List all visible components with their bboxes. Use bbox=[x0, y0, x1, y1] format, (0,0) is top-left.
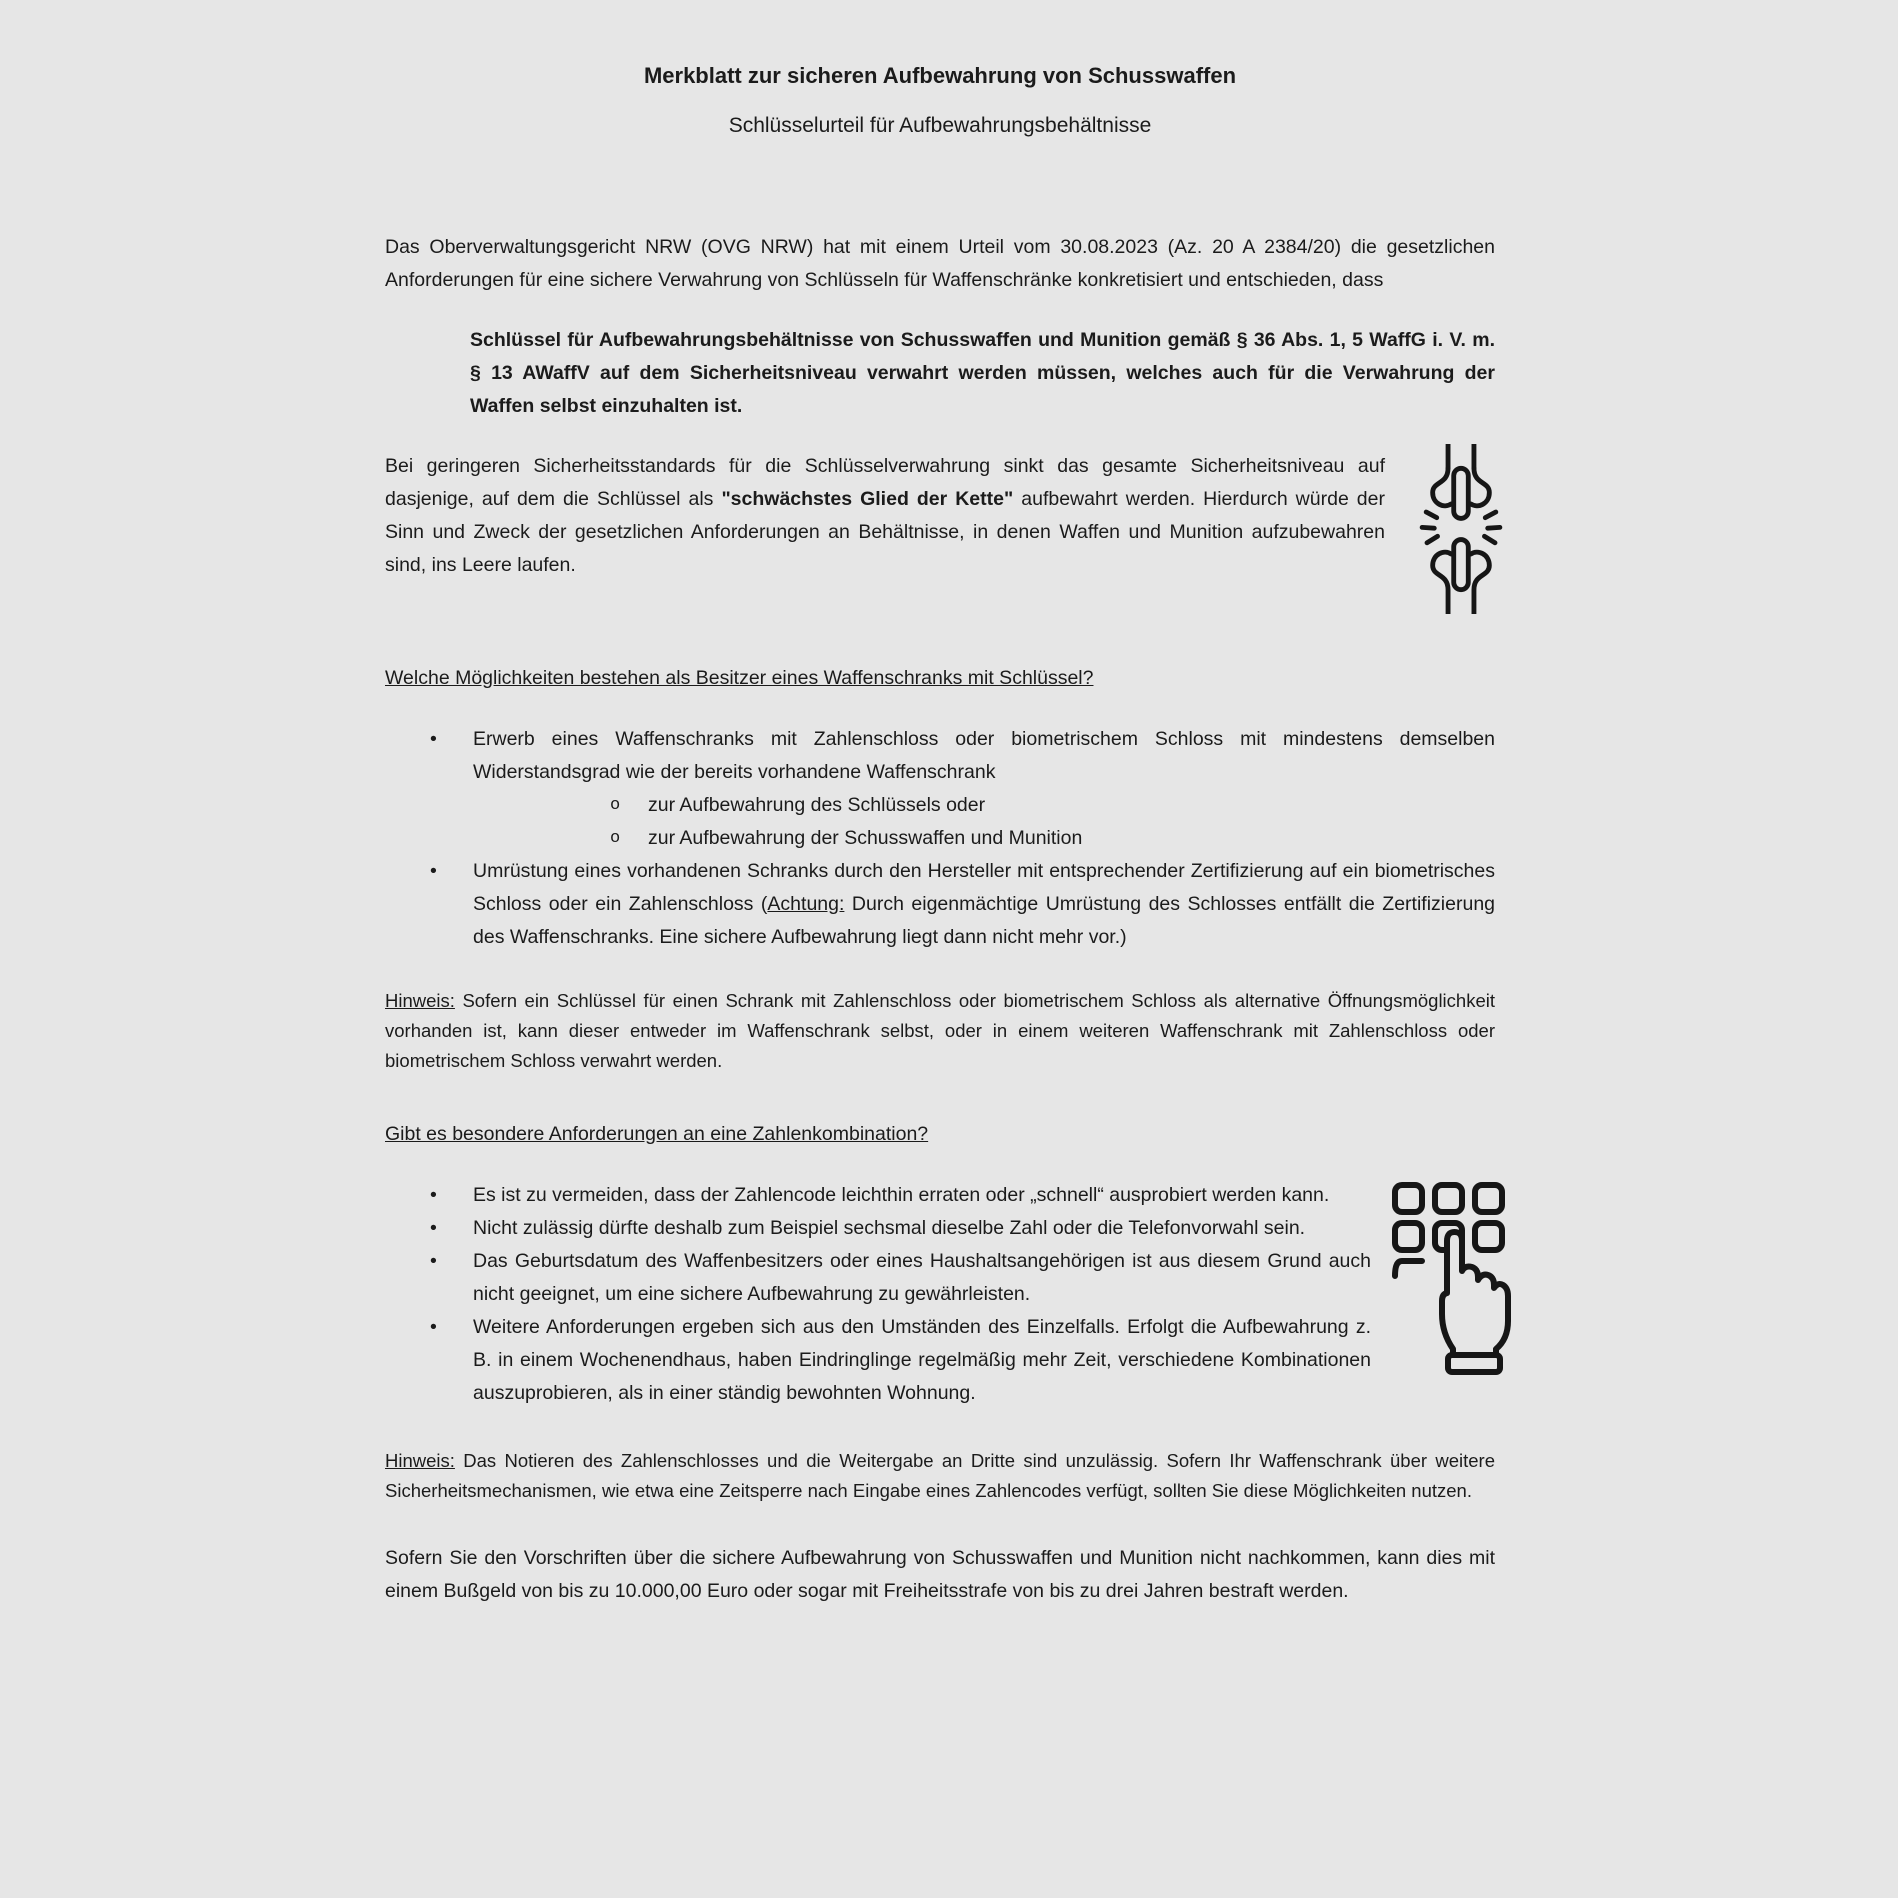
list-item-text-pre: Umrüstung eines vorhandenen Schranks durch den Hersteller mit entsprechender Zertifizierung auf ein biometrisches Schloss oder ein Zahlenschloss ( bbox=[473, 860, 1495, 915]
court-ruling-quote: Schlüssel für Aufbewahrungsbehältnisse von Schusswaffen und Munition gemäß § 36 Abs. 1, 5 WaffG i. V. m. § 13 AWaffV auf dem Sicherheitsniveau verwahrt werden müssen, welches auch für die Verwahrung der Waffen selbst einzuhalten ist. bbox=[470, 329, 1495, 417]
list-item-circumstances: • Weitere Anforderungen ergeben sich aus den Umständen des Einzelfalls. Erfolgt die Aufbewahrung z. B. in einem Wochenendhaus, haben Eindringlinge regelmäßig mehr Zeit, verschiedene Kombinationen auszuprobieren, als in einer ständig bewohnten Wohnung. bbox=[385, 1311, 1495, 1410]
weak-link-paragraph bbox=[385, 450, 1495, 620]
section-heading-combination: Gibt es besondere Anforderungen an eine Zahlenkombination? bbox=[385, 1123, 929, 1145]
sub-list-item-key-storage: o zur Aufbewahrung des Schlüssels oder bbox=[473, 789, 1495, 822]
warning-label: Achtung: bbox=[767, 893, 845, 915]
combination-section-body bbox=[385, 1179, 1495, 1410]
hint-text: Das Notieren des Zahlenschlosses und die Weitergabe an Dritte sind unzulässig. Sofern Ihr Waffenschrank über weitere Sicherheitsmechanismen, wie etwa eine Zeitsperre nach Eingabe eines Zahlencodes verfügt, sollten Sie diese Möglichkeiten nutzen. bbox=[385, 1450, 1495, 1501]
hint-label: Hinweis: bbox=[385, 990, 455, 1011]
section-heading-options: Welche Möglichkeiten bestehen als Besitzer eines Waffenschranks mit Schlüssel? bbox=[385, 667, 1094, 689]
sub-list-item-gun-storage: o zur Aufbewahrung der Schusswaffen und Munition bbox=[473, 822, 1495, 855]
list-item-same-digits: • Nicht zulässig dürfte deshalb zum Beispiel sechsmal dieselbe Zahl oder die Telefonvorwahl sein. bbox=[385, 1212, 1495, 1245]
hint-label: Hinweis: bbox=[385, 1450, 455, 1471]
list-item-birthdate: • Das Geburtsdatum des Waffenbesitzers oder eines Haushaltsangehörigen ist aus diesem Grund auch nicht geeignet, um eine sichere Aufbewahrung zu gewährleisten. bbox=[385, 1245, 1495, 1311]
list-item-text-post: Durch eigenmächtige Umrüstung des Schlosses entfällt die Zertifizierung des Waffenschranks. Eine sichere Aufbewahrung liegt dann nicht mehr vor.) bbox=[473, 893, 1496, 948]
intro-paragraph: Das Oberverwaltungsgericht NRW (OVG NRW) hat mit einem Urteil vom 30.08.2023 (Az. 20 A 2384/20) die gesetzlichen Anforderungen für eine sichere Verwahrung von Schlüsseln für Waffenschränke konkretisiert und entschieden, dass bbox=[385, 236, 1495, 291]
hint-paragraph-2 bbox=[385, 1446, 1495, 1506]
list-item-avoid-guessable: • Es ist zu vermeiden, dass der Zahlencode leichthin erraten oder „schnell“ ausprobiert werden kann. bbox=[385, 1179, 1495, 1212]
weak-link-quote: "schwächstes Glied der Kette" bbox=[721, 488, 1014, 510]
list-item-acquire bbox=[385, 723, 1495, 855]
weak-link-text-pre: Bei geringeren Sicherheitsstandards für die Schlüsselverwahrung sinkt das gesamte Sicherheitsniveau auf dasjenige, auf dem die Schlüssel als bbox=[385, 455, 1385, 510]
page-title: Merkblatt zur sicheren Aufbewahrung von Schusswaffen bbox=[643, 63, 1237, 88]
penalty-paragraph: Sofern Sie den Vorschriften über die sichere Aufbewahrung von Schusswaffen und Munition nicht nachkommen, kann dies mit einem Bußgeld von bis zu 10.000,00 Euro oder sogar mit Freiheitsstrafe von bis zu drei Jahren bestraft werden. bbox=[385, 1547, 1495, 1602]
list-item-retrofit bbox=[385, 855, 1495, 954]
weak-link-text-post: aufbewahrt werden. Hierdurch würde der Sinn und Zweck der gesetzlichen Anforderungen an Behältnisse, in denen Waffen und Munition aufzubewahren sind, ins Leere laufen. bbox=[385, 488, 1385, 576]
broken-chain-icon bbox=[1415, 444, 1507, 614]
page-subtitle: Schlüsselurteil für Aufbewahrungsbehältnisse bbox=[728, 114, 1152, 137]
options-sub-list bbox=[473, 789, 1495, 855]
combination-list bbox=[385, 1179, 1495, 1410]
hint-text: Sofern ein Schlüssel für einen Schrank mit Zahlenschloss oder biometrischem Schloss als alternative Öffnungsmöglichkeit vorhanden ist, kann dieser entweder im Waffenschrank selbst, oder in einem weiteren Waffenschrank mit Zahlenschloss oder biometrischem Schloss verwahrt werden. bbox=[385, 990, 1495, 1071]
document-content bbox=[385, 0, 1495, 1608]
list-item-text: Erwerb eines Waffenschranks mit Zahlenschloss oder biometrischem Schloss mit mindestens demselben Widerstandsgrad wie der bereits vorhandene Waffenschrank bbox=[473, 728, 1495, 783]
options-list bbox=[385, 723, 1495, 954]
hint-paragraph-1 bbox=[385, 986, 1495, 1076]
